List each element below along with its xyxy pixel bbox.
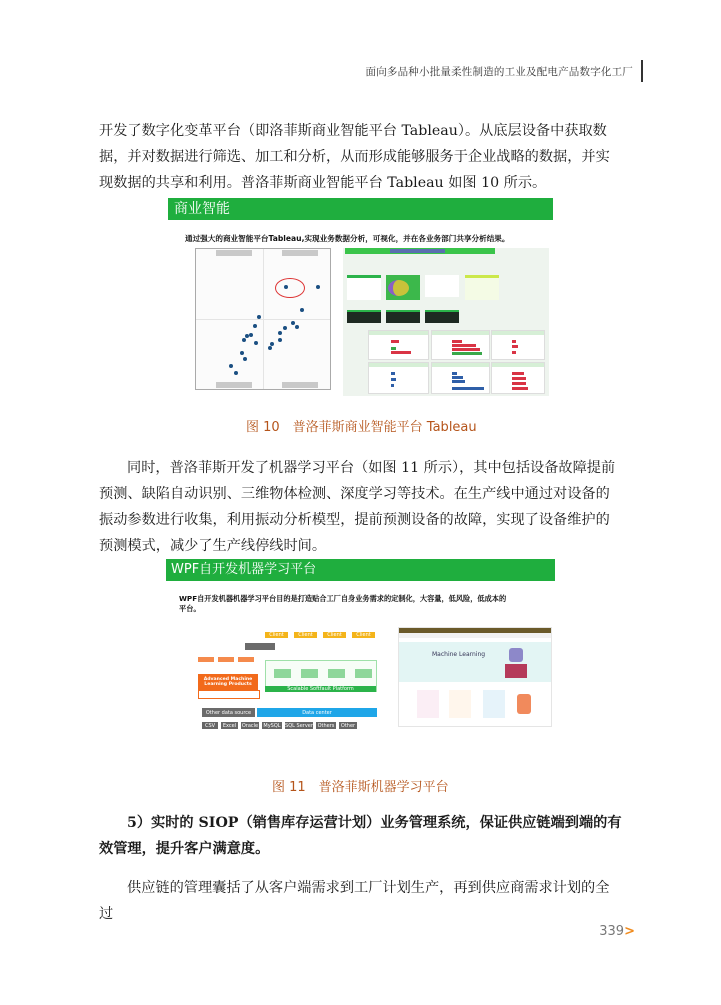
ml-web-screenshot [398,627,552,727]
ml-products-box: Advanced Machine Learning Products [198,674,258,690]
data-center-box: Data center [257,708,377,717]
thumbnail [386,275,420,300]
robot-book [505,664,527,678]
data-point [295,325,299,329]
robot-illustration [509,648,523,662]
panel-daily-details [368,362,429,394]
paragraph-3: 供应链的管理囊括了从客户端需求到工厂计划生产，再到供应商需求计划的全过 [99,880,610,922]
paragraph-1: 开发了数字化变革平台（即洛菲斯商业智能平台 Tableau）。从底层设备中获取数据，并对数据进行筛选、加工和分析，从而形成能够服务于企业战略的数据，并实现数据的共享和利用。普洛菲斯商业智能平台 Tableau 如图 10 所示。 [99,123,610,191]
ml-architecture-diagram [170,627,392,735]
other-data-source-box: Other data source [202,708,255,717]
source-oracle: Oracle [241,722,259,729]
page-number-text: 339 [599,924,625,939]
platform-box: Scalable Softfault Platform [265,686,376,692]
gateway-box [245,643,275,650]
thumbnail [465,275,499,300]
module-box [198,657,214,662]
section-heading-5: 5）实时的 SIOP（销售库存运营计划）业务管理系统，保证供应链端到端的有效管理，提升客户满意度。 [99,815,622,857]
quadrant-label [216,382,252,388]
figure-11-banner-title: WPF自开发机器学习平台 [171,562,317,577]
panel-daily-plan-output [431,362,490,394]
data-point [242,338,246,342]
data-point [316,285,320,289]
source-other: Other [340,722,356,729]
page-arrow-icon: > [624,924,635,939]
product-logos [198,690,260,699]
panel-monthly [431,330,490,360]
card-clustering [517,694,531,714]
dashboard-toolbar [345,248,495,254]
data-point [284,285,288,289]
data-point [254,341,258,345]
figure-11-banner [166,559,555,581]
client-box: Client [265,632,288,638]
client-box: Client [294,632,317,638]
card-anomaly [417,690,439,718]
quadrant-label [282,382,318,388]
data-point [240,351,244,355]
browser-toolbar [399,633,551,638]
card-classification [483,690,505,718]
data-point [300,308,304,312]
source-sqlserver: SQL Server [285,722,313,729]
module-box [218,657,234,662]
magic-quadrant-chart [195,248,331,390]
panel-quarterly [491,330,545,360]
figure-10 [168,198,553,403]
data-point [249,333,253,337]
figure-11-caption: 图 11 普洛菲斯机器学习平台 [272,780,449,795]
data-point [253,324,257,328]
tableau-highlight-ring [275,278,305,298]
page-number [599,924,635,939]
data-point [291,321,295,325]
data-point [283,326,287,330]
card-prediction [449,690,471,718]
data-point [243,357,247,361]
hero-title: Machine Learning [432,651,486,658]
panel-kpi [491,362,545,394]
data-point [234,371,238,375]
module-box [238,657,254,662]
tableau-dashboard-screenshot [343,248,549,396]
hero-banner [399,642,551,682]
quadrant-label [282,250,318,256]
thumbnail [425,310,459,323]
thumbnail [347,275,381,300]
client-box: Client [352,632,375,638]
figure-10-banner [168,198,553,220]
thumbnail [386,310,420,323]
paragraph-2: 同时，普洛菲斯开发了机器学习平台（如图 11 所示），其中包括设备故障提前预测、缺陷自动识别、三维物体检测、深度学习等技术。在生产线中通过对设备的振动参数进行收集，利用振动分析模型，提前预测设备的故障，实现了设备维护的预测模式，减少了生产线停线时间。 [99,460,616,554]
source-mysql: MySQL [263,722,281,729]
client-box: Client [323,632,346,638]
source-others: Others [317,722,335,729]
figure-11-subtitle: WPF自开发机器机器学习平台目的是打造贴合工厂自身业务需求的定制化，大容量，低风险，低成本的平台。 [179,594,507,613]
data-point [278,331,282,335]
figure-10-banner-title: 商业智能 [174,201,230,217]
quadrant-label [216,250,252,256]
figure-10-subtitle: 通过强大的商业智能平台Tableau,实现业务数据分析，可视化，并在各业务部门共享分析结果。 [185,234,510,243]
thumbnail [425,275,459,297]
source-csv: CSV [202,722,218,729]
running-header: 面向多品种小批量柔性制造的工业及配电产品数字化工厂 [365,66,633,78]
data-point [278,338,282,342]
data-point [229,364,233,368]
header-divider [641,60,643,82]
panel-weekly [368,330,429,360]
source-excel: Excel [222,722,237,729]
figure-11 [166,559,558,754]
data-point [268,346,272,350]
thumbnail [347,310,381,323]
figure-10-caption: 图 10 普洛菲斯商业智能平台 Tableau [246,420,477,435]
data-point [257,315,261,319]
